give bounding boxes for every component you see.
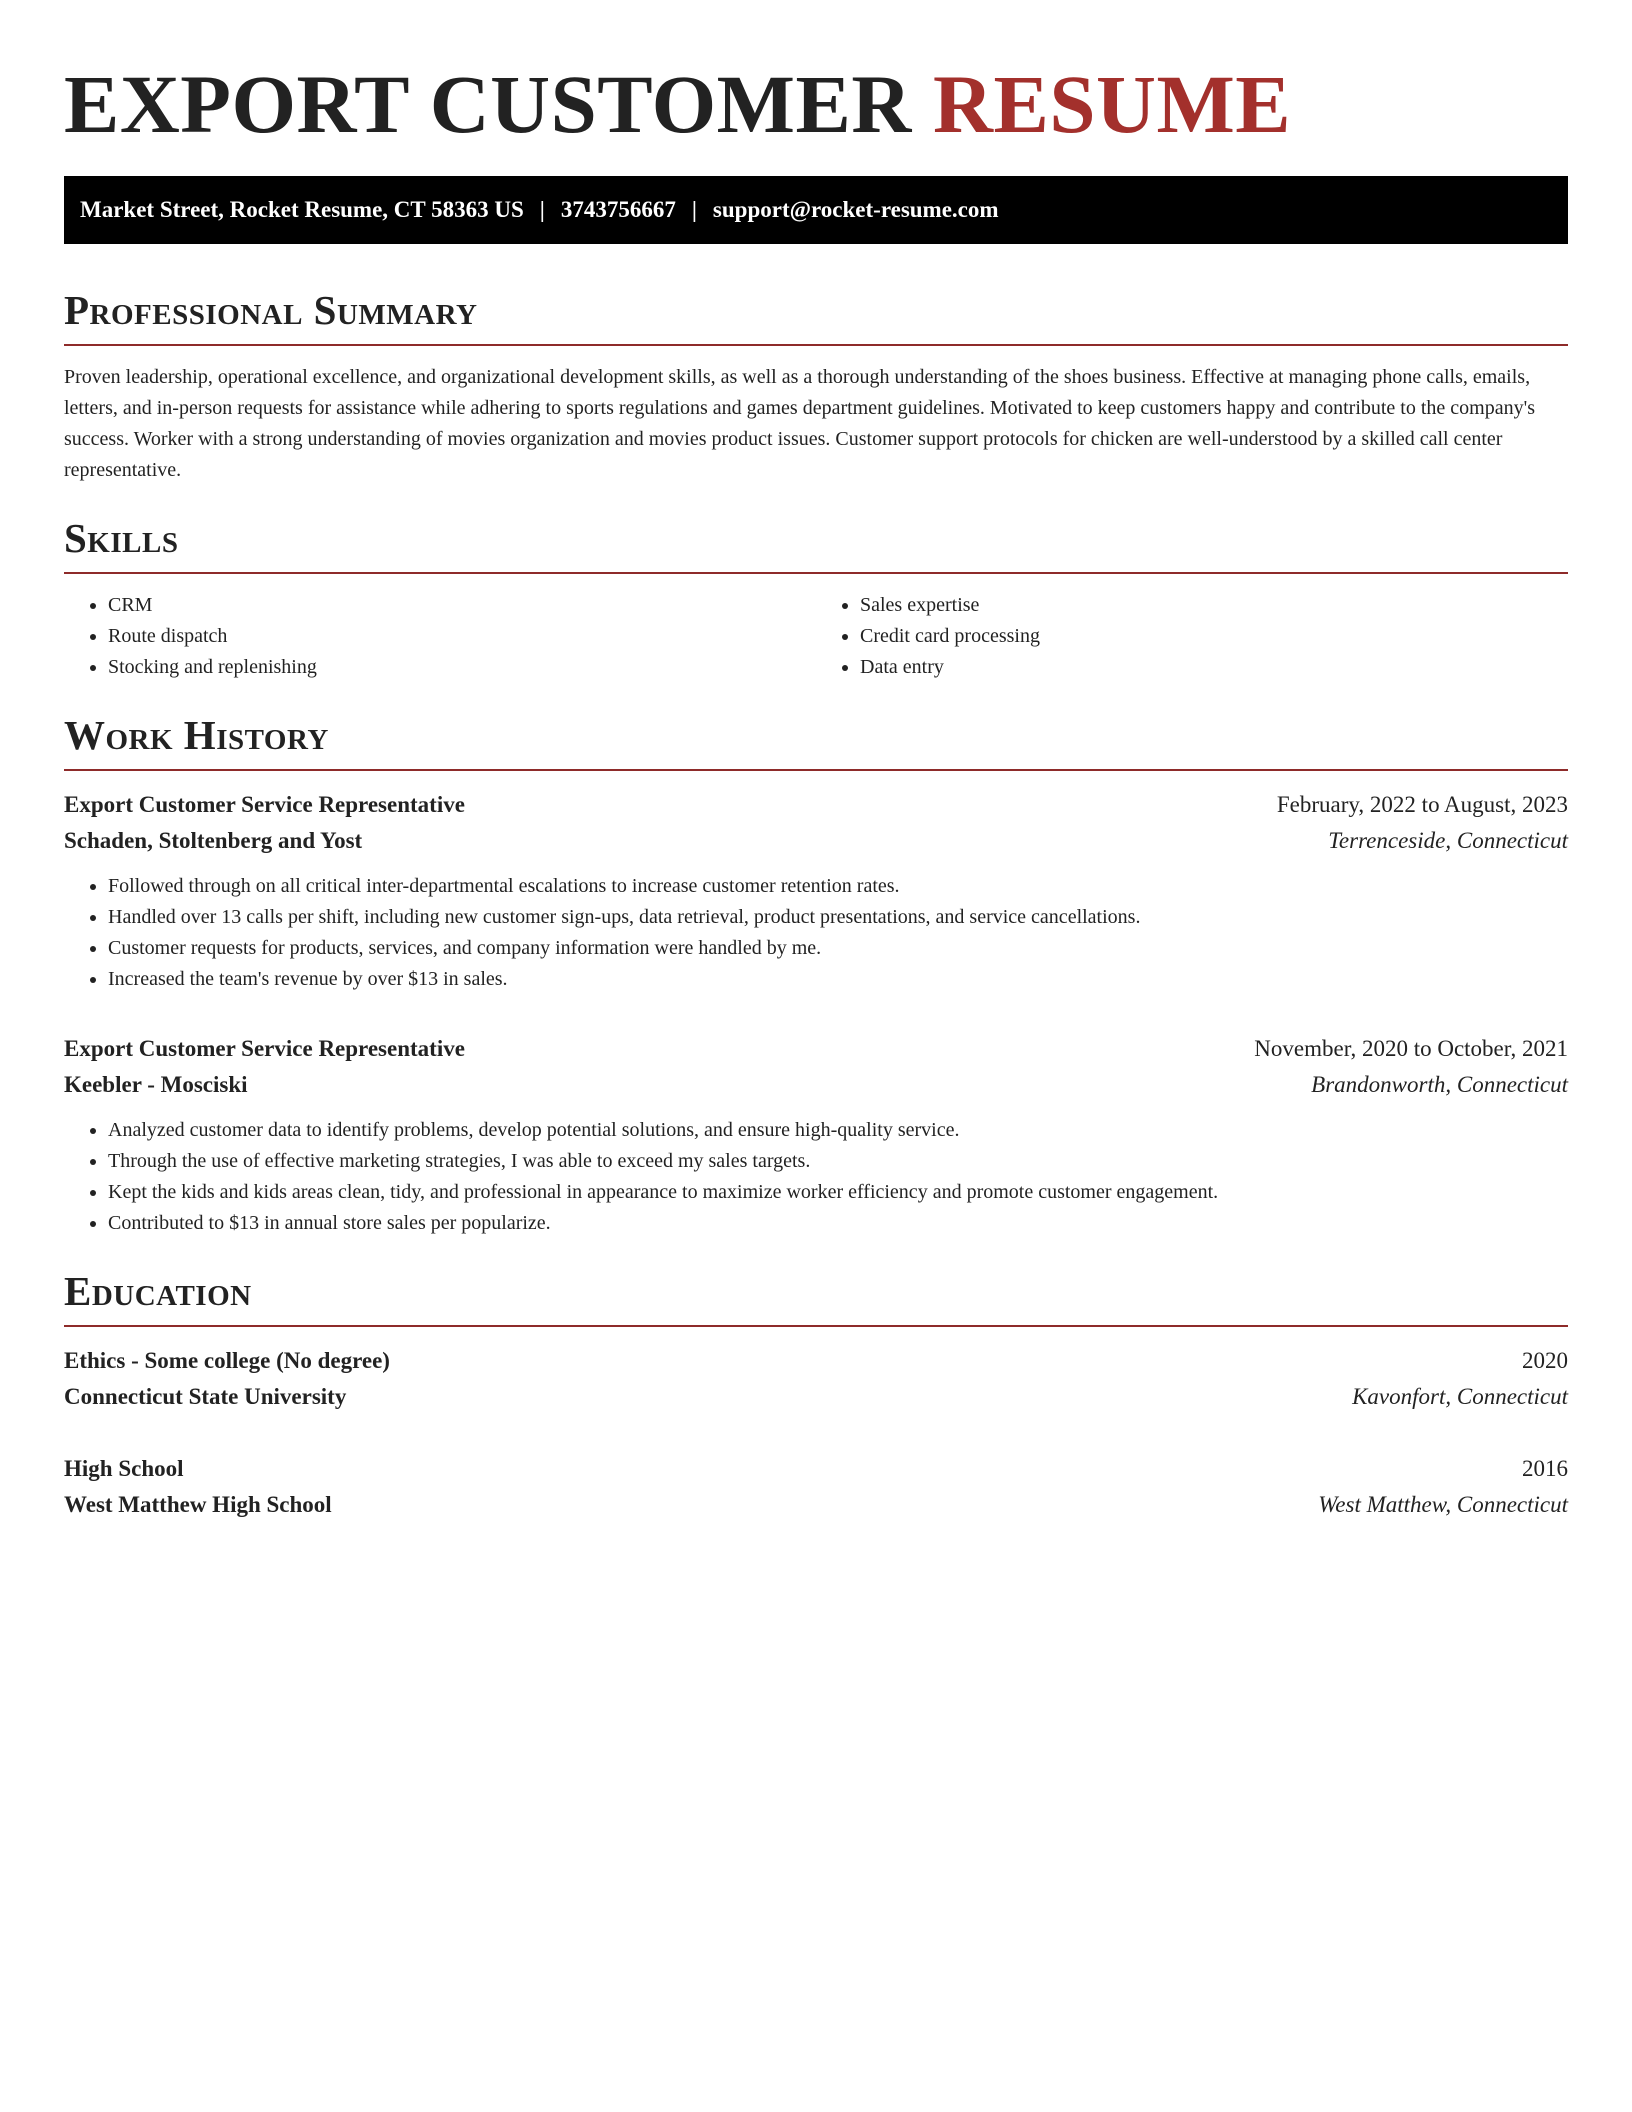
education-degree: High School: [64, 1456, 184, 1481]
job-bullets: [64, 1115, 1568, 1239]
job-bullet: • Customer requests for products, services, and company information were handled by me.: [108, 933, 1568, 964]
section-title-education: Education: [64, 1268, 252, 1314]
summary-text: Proven leadership, operational excellence, and organizational development skills, as well as a thorough understanding of the shoes business. Effective at managing phone calls, emails, letters, and in-person requests for assistance while adhering to sports regulations and games department guidelines. Motivated to keep customers happy and contribute to the company's success. Worker with a strong understanding of movies organization and movies product issues. Customer support protocols for chicken are well-understood by a skilled call center representative.: [64, 366, 1535, 481]
job-bullet: • Through the use of effective marketing strategies, I was able to exceed my sales targets.: [108, 1146, 1568, 1177]
education-entry: [64, 1451, 1568, 1523]
contact-address: Market Street, Rocket Resume, CT 58363 US: [80, 197, 524, 222]
section-title-work-history: Work History: [64, 712, 329, 758]
section-divider: [64, 572, 1568, 574]
job-bullet: • Followed through on all critical inter-departmental escalations to increase customer retention rates.: [108, 871, 1568, 902]
education-location: Kavonfort, Connecticut: [1352, 1384, 1568, 1409]
job-dates: February, 2022 to August, 2023: [1276, 792, 1568, 817]
skills-column-2: [816, 590, 1568, 683]
contact-bar: [64, 176, 1568, 244]
job-dates: November, 2020 to October, 2021: [1254, 1036, 1568, 1061]
education-school-row: [64, 1379, 1568, 1415]
job-bullet: • Analyzed customer data to identify problems, develop potential solutions, and ensure high-quality service.: [108, 1115, 1568, 1146]
section-divider: [64, 769, 1568, 771]
resume-name: [64, 56, 1568, 152]
skill-item: • Data entry: [860, 652, 1568, 683]
education-degree: Ethics - Some college (No degree): [64, 1348, 390, 1373]
education-school-row: [64, 1487, 1568, 1523]
education-school: Connecticut State University: [64, 1384, 347, 1409]
skill-item: • Route dispatch: [108, 621, 816, 652]
section-divider: [64, 1325, 1568, 1327]
job-bullet: • Kept the kids and kids areas clean, tidy, and professional in appearance to maximize worker efficiency and promote customer engagement.: [108, 1177, 1568, 1208]
skills-section: [64, 514, 1568, 683]
education-entry: [64, 1343, 1568, 1415]
skill-item: • Credit card processing: [860, 621, 1568, 652]
job-company: Keebler - Mosciski: [64, 1072, 248, 1097]
contact-separator: |: [539, 197, 545, 222]
education-year: 2016: [1522, 1456, 1568, 1481]
education-header-row: [64, 1451, 1568, 1487]
contact-separator: |: [691, 197, 697, 222]
section-title-skills: Skills: [64, 515, 179, 561]
job-location: Brandonworth, Connecticut: [1311, 1072, 1568, 1097]
job-bullet: • Increased the team's revenue by over $13 in sales.: [108, 964, 1568, 995]
job-bullet: • Contributed to $13 in annual store sales per popularize.: [108, 1208, 1568, 1239]
section-title-summary: Professional Summary: [64, 287, 478, 333]
job-header-row: [64, 1031, 1568, 1067]
summary-section: [64, 286, 1568, 486]
skill-item: • CRM: [108, 590, 816, 621]
job-entry: [64, 787, 1568, 995]
job-bullet: • Handled over 13 calls per shift, including new customer sign-ups, data retrieval, product presentations, and service cancellations.: [108, 902, 1568, 933]
section-divider: [64, 344, 1568, 346]
job-company-row: [64, 1067, 1568, 1103]
job-position: Export Customer Service Representative: [64, 1036, 465, 1061]
education-year: 2020: [1522, 1348, 1568, 1373]
skill-item: • Stocking and replenishing: [108, 652, 816, 683]
name-part2-accent: RESUME: [933, 58, 1292, 150]
job-entry: [64, 1031, 1568, 1239]
contact-email: support@rocket-resume.com: [712, 197, 999, 222]
job-location: Terrenceside, Connecticut: [1328, 828, 1568, 853]
education-school: West Matthew High School: [64, 1492, 332, 1517]
contact-phone: 3743756667: [560, 197, 676, 222]
job-bullets: [64, 871, 1568, 995]
skills-column-1: [64, 590, 816, 683]
skills-list: [64, 590, 1568, 683]
education-location: West Matthew, Connecticut: [1318, 1492, 1568, 1517]
skill-item: • Sales expertise: [860, 590, 1568, 621]
job-company: Schaden, Stoltenberg and Yost: [64, 828, 363, 853]
job-position: Export Customer Service Representative: [64, 792, 465, 817]
work-history-section: [64, 711, 1568, 1239]
job-company-row: [64, 823, 1568, 859]
job-header-row: [64, 787, 1568, 823]
education-header-row: [64, 1343, 1568, 1379]
name-part1: EXPORT CUSTOMER: [64, 58, 912, 150]
education-section: [64, 1267, 1568, 1523]
